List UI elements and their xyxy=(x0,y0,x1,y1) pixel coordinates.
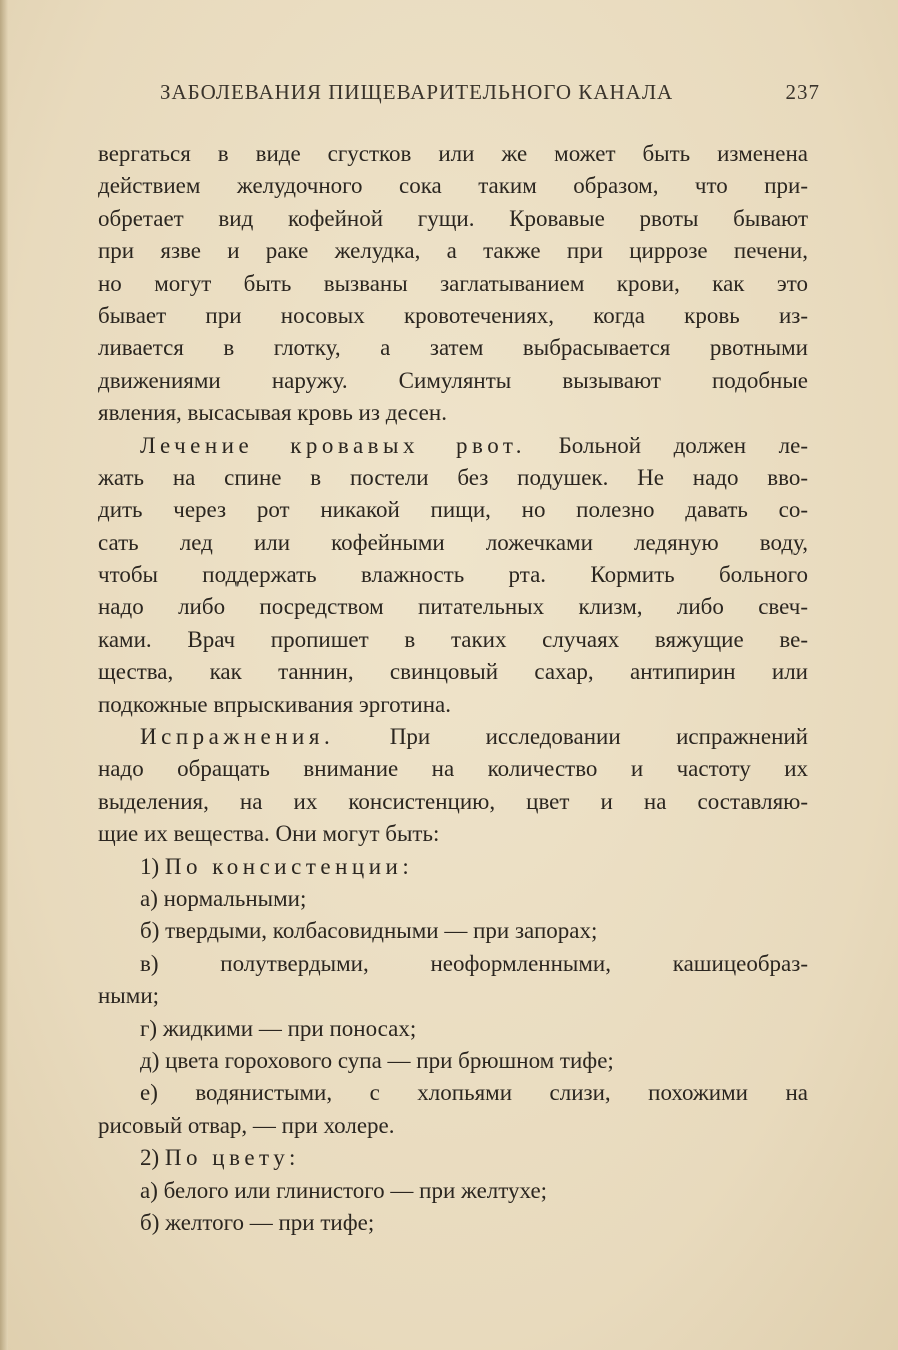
list-heading-consistency: По консистенции: xyxy=(164,853,414,879)
text-run: Больной должен ле- xyxy=(526,432,808,458)
list-heading-line xyxy=(98,851,808,883)
list-number: 1) xyxy=(140,853,160,879)
body-text xyxy=(98,138,808,1239)
list-item: б) твердыми, колбасовидными — при запорах; xyxy=(140,918,598,944)
text-line: вергаться в виде сгустков или же может быть изменена xyxy=(98,141,808,166)
text-line: обретает вид кофейной гущи. Кровавые рвоты бывают xyxy=(98,205,808,231)
text-line: ками. Врач пропишет в таких случаях вяжущие ве- xyxy=(98,626,808,652)
section-heading-stool: Испражнения. xyxy=(140,724,335,750)
text-line: надо либо посредством питательных клизм, либо свеч- xyxy=(98,594,808,620)
text-line: чтобы поддержать влажность рта. Кормить больного xyxy=(98,562,808,588)
text-line: жать на спине в постели без подушек. Не надо вво- xyxy=(98,464,808,490)
list-number: 2) xyxy=(140,1145,160,1171)
section-heading-line xyxy=(98,430,808,462)
list-item: в) полутвердыми, неоформленными, кашицеобраз- xyxy=(140,950,808,976)
text-line: выделения, на их консистенцию, цвет и на составляю- xyxy=(98,788,808,814)
text-line: при язве и раке желудка, а также при циррозе печени, xyxy=(98,238,808,264)
text-run: При исследовании испражнений xyxy=(334,724,808,750)
page-number: 237 xyxy=(785,80,820,104)
text-line: подкожные впрыскивания эрготина. xyxy=(98,691,451,717)
running-header xyxy=(160,80,820,112)
text-line: щества, как таннин, свинцовый сахар, антипирин или xyxy=(98,659,808,685)
list-item-continuation: рисовый отвар, — при холере. xyxy=(98,1112,395,1138)
list-item: б) желтого — при тифе; xyxy=(140,1209,375,1235)
text-line: явления, высасывая кровь из десен. xyxy=(98,400,447,426)
text-line: сать лед или кофейными ложечками ледяную воду, xyxy=(98,529,808,555)
list-heading-line xyxy=(98,1142,808,1174)
text-line: дить через рот никакой пищи, но полезно давать со- xyxy=(98,497,808,523)
section-heading-treatment: Лечение кровавых рвот. xyxy=(140,432,527,458)
text-line: бывает при носовых кровотечениях, когда кровь из- xyxy=(98,302,808,328)
text-line: но могут быть вызваны заглатыванием крови, как это xyxy=(98,270,808,296)
text-line: движениями наружу. Симулянты вызывают подобные xyxy=(98,367,808,393)
section-heading-line xyxy=(98,721,808,753)
list-item: д) цвета горохового супа — при брюшном тифе; xyxy=(140,1047,614,1073)
list-item: а) белого или глинистого — при желтухе; xyxy=(140,1177,548,1203)
page-edge-shadow xyxy=(0,0,8,1350)
text-line: действием желудочного сока таким образом, что при- xyxy=(98,173,808,199)
list-item: г) жидкими — при поносах; xyxy=(140,1015,417,1041)
text-line: щие их вещества. Они могут быть: xyxy=(98,821,440,847)
list-item-continuation: ными; xyxy=(98,983,160,1009)
running-title: ЗАБОЛЕВАНИЯ ПИЩЕВАРИТЕЛЬНОГО КАНАЛА xyxy=(160,80,674,104)
text-line: надо обращать внимание на количество и частоту их xyxy=(98,756,808,782)
list-heading-color: По цвету: xyxy=(164,1145,300,1171)
text-line: ливается в глотку, а затем выбрасывается рвотными xyxy=(98,335,808,361)
list-item: е) водянистыми, с хлопьями слизи, похожими на xyxy=(140,1080,808,1106)
list-item: а) нормальными; xyxy=(140,885,307,911)
